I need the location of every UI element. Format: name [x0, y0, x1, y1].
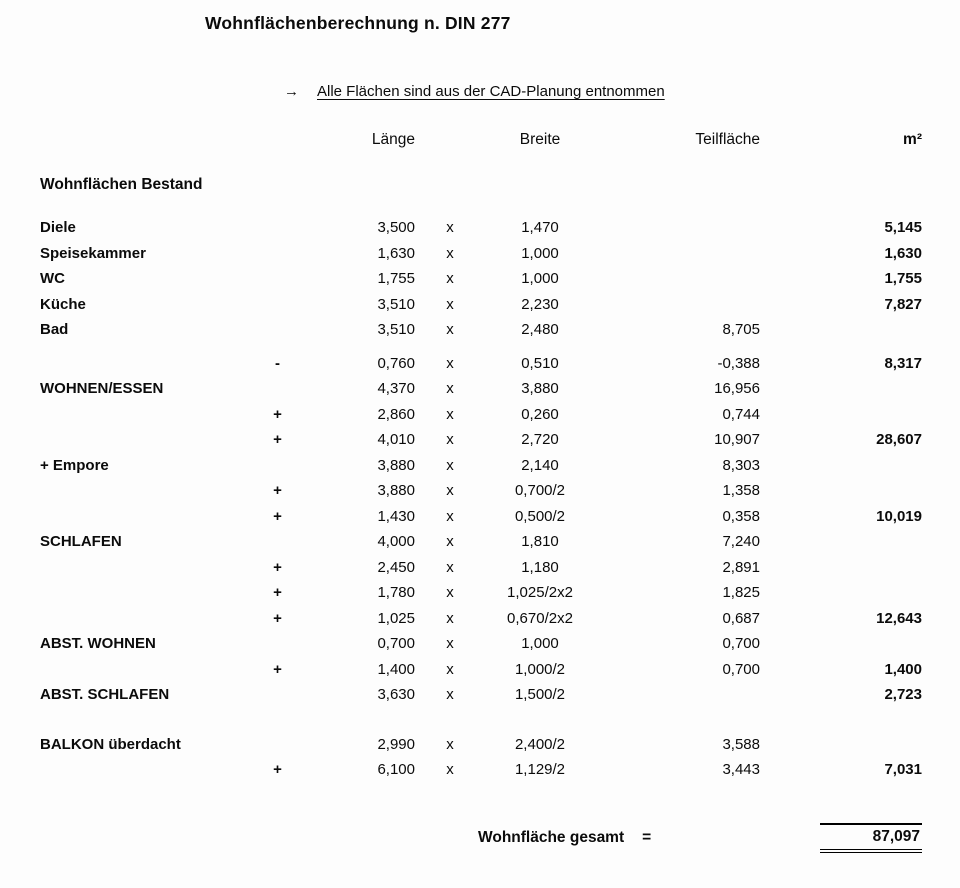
table-row — [0, 478, 960, 504]
teilflaeche-value: 1,825 — [722, 584, 760, 601]
multiply-sign: x — [446, 431, 454, 448]
table-row — [0, 757, 960, 783]
m2-value: 28,607 — [876, 431, 922, 448]
table-row — [0, 351, 960, 377]
teilflaeche-value: 0,358 — [722, 507, 760, 525]
breite-value: 0,700/2 — [514, 482, 566, 499]
breite-value: 1,000 — [521, 244, 559, 262]
header-laenge: Länge — [371, 131, 415, 148]
operator-sign: + — [273, 482, 282, 499]
table-row — [0, 504, 960, 530]
cad-note — [284, 83, 960, 100]
breite-value: 1,810 — [521, 533, 559, 550]
multiply-sign: x — [446, 270, 454, 287]
breite-value: 2,230 — [521, 295, 559, 313]
table-row — [0, 317, 960, 343]
multiply-sign: x — [446, 456, 454, 474]
row-label: ABST. WOHNEN — [40, 635, 156, 652]
laenge-value: 1,430 — [377, 507, 415, 525]
teilflaeche-value: 10,907 — [714, 431, 760, 448]
table-row — [0, 453, 960, 479]
equals-sign: = — [642, 828, 652, 846]
laenge-value: 1,025 — [377, 609, 415, 627]
table-row — [0, 427, 960, 453]
laenge-value: 3,630 — [377, 686, 415, 703]
total-value: 87,097 — [820, 823, 922, 853]
document-title: Wohnflächenberechnung n. DIN 277 — [205, 13, 511, 33]
teilflaeche-value: 0,700 — [722, 635, 760, 652]
table-row — [0, 215, 960, 241]
m2-value: 5,145 — [884, 219, 922, 236]
row-label: BALKON überdacht — [40, 735, 181, 753]
laenge-value: 3,510 — [377, 321, 415, 338]
m2-value: 10,019 — [876, 507, 922, 525]
table-row — [0, 732, 960, 758]
breite-value: 1,000/2 — [514, 660, 566, 678]
breite-value: 0,260 — [521, 405, 559, 423]
row-label: WOHNEN/ESSEN — [40, 380, 164, 397]
breite-value: 1,180 — [521, 558, 559, 576]
row-label: Diele — [40, 219, 76, 236]
multiply-sign: x — [446, 686, 454, 703]
breite-value: 2,140 — [521, 456, 559, 474]
operator-sign: + — [273, 609, 282, 627]
m2-value: 8,317 — [884, 354, 922, 372]
laenge-value: 3,880 — [377, 456, 415, 474]
m2-value: 12,643 — [876, 609, 922, 627]
teilflaeche-value: 3,443 — [722, 761, 760, 778]
m2-value: 7,031 — [884, 761, 922, 778]
table-row — [0, 292, 960, 318]
breite-value: 0,500/2 — [514, 507, 566, 525]
multiply-sign: x — [446, 295, 454, 313]
operator-sign: + — [273, 660, 282, 678]
breite-value: 0,670/2x2 — [507, 609, 573, 627]
table-row — [0, 555, 960, 581]
breite-value: 2,400/2 — [514, 735, 566, 753]
multiply-sign: x — [446, 354, 454, 372]
arrow-icon: → — [284, 83, 299, 100]
table-row — [0, 580, 960, 606]
teilflaeche-value: 0,700 — [722, 660, 760, 678]
breite-value: 1,000 — [521, 635, 559, 652]
table-row — [0, 402, 960, 428]
table-row — [0, 657, 960, 683]
table-row — [0, 241, 960, 267]
multiply-sign: x — [446, 244, 454, 262]
note-text: Alle Flächen sind aus der CAD-Planung entnommen — [317, 83, 665, 100]
multiply-sign: x — [446, 321, 454, 338]
table-row — [0, 631, 960, 657]
breite-value: 0,510 — [521, 354, 559, 372]
breite-value: 2,720 — [521, 431, 559, 448]
teilflaeche-value: -0,388 — [717, 354, 760, 372]
table-row — [0, 266, 960, 292]
laenge-value: 0,700 — [377, 635, 415, 652]
row-label: + Empore — [40, 456, 109, 474]
header-teilflaeche: Teilfläche — [695, 131, 760, 148]
operator-sign: + — [273, 761, 282, 778]
breite-value: 1,129/2 — [514, 761, 566, 778]
table-row — [0, 682, 960, 708]
laenge-value: 2,860 — [377, 405, 415, 423]
multiply-sign: x — [446, 507, 454, 525]
multiply-sign: x — [446, 761, 454, 778]
multiply-sign: x — [446, 558, 454, 576]
laenge-value: 1,400 — [377, 660, 415, 678]
operator-sign: + — [273, 405, 282, 423]
laenge-value: 3,510 — [377, 295, 415, 313]
teilflaeche-value: 1,358 — [722, 482, 760, 499]
operator-sign: + — [273, 558, 282, 576]
column-headers — [0, 131, 960, 149]
multiply-sign: x — [446, 380, 454, 397]
header-m2: m² — [903, 131, 922, 148]
laenge-value: 2,990 — [377, 735, 415, 753]
table-row — [0, 376, 960, 402]
teilflaeche-value: 16,956 — [714, 380, 760, 397]
multiply-sign: x — [446, 609, 454, 627]
multiply-sign: x — [446, 584, 454, 601]
row-label: ABST. SCHLAFEN — [40, 686, 170, 703]
m2-value: 7,827 — [884, 295, 922, 313]
teilflaeche-value: 2,891 — [722, 558, 760, 576]
teilflaeche-value: 0,687 — [722, 609, 760, 627]
breite-value: 1,470 — [521, 219, 559, 236]
m2-value: 2,723 — [884, 686, 922, 703]
laenge-value: 4,010 — [377, 431, 415, 448]
section-heading: Wohnflächen Bestand — [40, 176, 203, 193]
laenge-value: 6,100 — [377, 761, 415, 778]
teilflaeche-value: 8,705 — [722, 321, 760, 338]
laenge-value: 4,000 — [377, 533, 415, 550]
calculation-rows — [0, 215, 960, 783]
header-breite: Breite — [519, 131, 561, 148]
teilflaeche-value: 3,588 — [722, 735, 760, 753]
multiply-sign: x — [446, 635, 454, 652]
operator-sign: + — [273, 431, 282, 448]
m2-value: 1,630 — [884, 244, 922, 262]
laenge-value: 2,450 — [377, 558, 415, 576]
row-label: Küche — [40, 295, 86, 313]
laenge-value: 4,370 — [377, 380, 415, 397]
operator-sign: - — [275, 354, 280, 372]
operator-sign: + — [273, 507, 282, 525]
multiply-sign: x — [446, 405, 454, 423]
row-label: Speisekammer — [40, 244, 146, 262]
breite-value: 2,480 — [521, 321, 559, 338]
multiply-sign: x — [446, 533, 454, 550]
multiply-sign: x — [446, 660, 454, 678]
row-label: SCHLAFEN — [40, 533, 122, 550]
m2-value: 1,755 — [884, 270, 922, 287]
operator-sign: + — [273, 584, 282, 601]
total-label: Wohnfläche gesamt — [478, 828, 625, 846]
teilflaeche-value: 8,303 — [722, 456, 760, 474]
table-row — [0, 606, 960, 632]
laenge-value: 0,760 — [377, 354, 415, 372]
breite-value: 1,500/2 — [514, 686, 566, 703]
laenge-value: 1,780 — [377, 584, 415, 601]
total-row — [0, 823, 960, 853]
breite-value: 3,880 — [521, 380, 559, 397]
multiply-sign: x — [446, 219, 454, 236]
breite-value: 1,000 — [521, 270, 559, 287]
teilflaeche-value: 7,240 — [722, 533, 760, 550]
table-row — [0, 529, 960, 555]
multiply-sign: x — [446, 482, 454, 499]
teilflaeche-value: 0,744 — [722, 405, 760, 423]
row-label: Bad — [40, 321, 69, 338]
m2-value: 1,400 — [884, 660, 922, 678]
laenge-value: 3,500 — [377, 219, 415, 236]
breite-value: 1,025/2x2 — [507, 584, 573, 601]
multiply-sign: x — [446, 735, 454, 753]
row-label: WC — [40, 270, 65, 287]
laenge-value: 1,755 — [377, 270, 415, 287]
laenge-value: 1,630 — [377, 244, 415, 262]
laenge-value: 3,880 — [377, 482, 415, 499]
